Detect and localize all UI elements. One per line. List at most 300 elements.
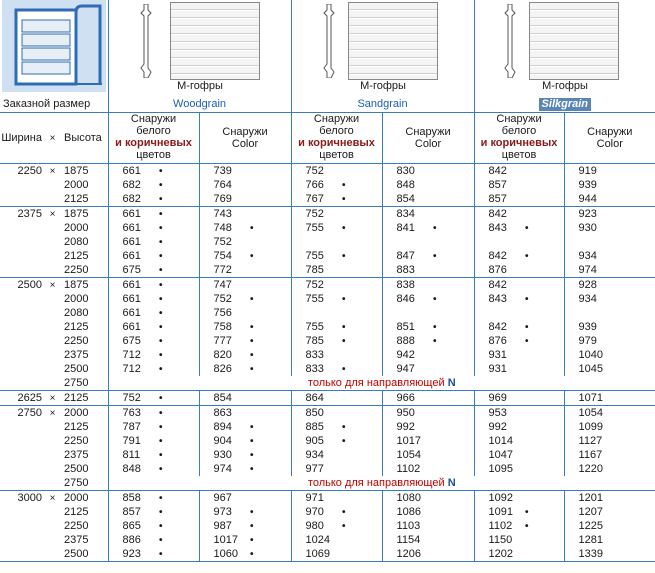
product-cell-woodgrain [108,0,291,98]
table-row [0,391,655,406]
price-cell [108,334,199,348]
price-cell [474,320,564,334]
mark-dot: • [250,349,254,361]
times-cell [44,362,61,376]
table-row [0,547,655,562]
price-cell [199,207,291,222]
price-value: 1080 [396,491,422,504]
price-value: 1225 [578,519,604,532]
price-cell [108,491,199,506]
hdr-line: Снаружи [405,126,451,138]
price-cell [474,448,564,462]
price-value: 755 [305,249,324,262]
price-cell [199,462,291,476]
price-value: 752 [213,292,232,305]
price-cell [291,263,382,278]
height-cell: 2250 [64,519,89,532]
price-cell [474,235,564,249]
price-value: 1054 [578,406,604,419]
height-cell: 2250 [64,434,89,447]
price-value: 876 [488,334,507,347]
price-cell [291,207,382,222]
price-cell [564,406,655,421]
table-row [0,221,655,235]
mark-dot: • [525,520,529,532]
price-value: 931 [488,362,507,375]
price-value: 967 [213,491,232,504]
price-value: 863 [213,406,232,419]
width-cell: 3000 [0,491,44,506]
price-value: 1040 [578,348,604,361]
height-cell: 2375 [64,533,89,546]
price-value: 1154 [396,533,421,546]
width-cell [0,235,44,249]
height-header: Высота [61,113,108,164]
times-cell [44,547,61,562]
width-cell [0,192,44,207]
price-value: 857 [122,505,141,518]
note-cell [108,476,655,491]
price-cell [474,406,564,421]
price-value: 919 [578,164,597,177]
price-value: 930 [213,448,232,461]
width-cell: 2500 [0,278,44,293]
hdr-line: Color [414,138,442,150]
price-cell [474,491,564,506]
price-cell [199,391,291,406]
price-value: 661 [122,235,141,248]
mark-dot: • [342,293,346,305]
header-white-brown [474,113,564,164]
hdr-line: Снаружи [222,126,268,138]
width-cell: 2375 [0,207,44,222]
price-value: 992 [396,420,415,433]
price-value: 894 [213,420,232,433]
price-cell [108,519,199,533]
mark-dot: • [159,222,163,234]
price-value: 905 [305,434,324,447]
price-value: 923 [578,207,597,220]
hdr-line: белого [501,125,537,137]
table-row [0,249,655,263]
price-value: 752 [305,207,324,220]
mark-dot: • [342,421,346,433]
price-cell [564,420,655,434]
price-cell [382,192,474,207]
price-cell [564,192,655,207]
price-cell [382,420,474,434]
width-cell [0,292,44,306]
price-cell [382,334,474,348]
mark-dot: • [250,520,254,532]
height-cell: 2125 [64,420,89,433]
times-cell: × [44,278,61,293]
times-cell: × [44,491,61,506]
price-value: 830 [396,164,415,177]
height-cell: 2000 [61,406,108,421]
price-value: 1167 [578,448,603,461]
mark-dot: • [342,222,346,234]
price-value: 904 [213,434,232,447]
price-value: 758 [213,320,232,333]
price-value: 842 [488,278,507,291]
times-cell [44,519,61,533]
price-cell [564,207,655,222]
price-cell [291,362,382,376]
price-value: 885 [305,420,324,433]
price-value: 846 [396,292,415,305]
price-cell [108,547,199,562]
price-cell [564,306,655,320]
times-cell [44,420,61,434]
price-value: 934 [578,249,597,262]
mark-dot: • [159,208,163,220]
note-cell [108,376,655,391]
price-value: 1047 [488,448,514,461]
price-cell [291,505,382,519]
price-cell [382,164,474,179]
price-value: 980 [305,519,324,532]
price-value: 833 [305,348,324,361]
price-cell [382,448,474,462]
price-cell [382,235,474,249]
price-cell [291,533,382,547]
price-cell [108,348,199,362]
height-cell: 2750 [64,476,89,489]
table-row [0,178,655,192]
price-value: 661 [122,306,141,319]
price-value: 1150 [488,533,513,546]
price-value: 1095 [488,462,514,475]
garage-door-icon [2,0,106,92]
table-row [0,164,655,179]
price-cell [108,164,199,179]
table-row [0,376,655,391]
price-cell [199,278,291,293]
header-color [564,113,655,164]
height-cell: 2000 [64,221,89,234]
price-value: 661 [122,249,141,262]
price-value: 1281 [578,533,604,546]
price-value: 974 [578,263,597,276]
times-cell [44,434,61,448]
price-value: 675 [122,263,141,276]
price-value: 842 [488,320,507,333]
price-value: 992 [488,420,507,433]
price-value: 931 [488,348,507,361]
price-cell [199,547,291,562]
table-row [0,420,655,434]
price-value: 854 [213,391,232,404]
price-cell [474,547,564,562]
mark-dot: • [159,165,163,177]
mark-dot: • [525,293,529,305]
height-cell: 2125 [64,192,89,205]
variant-silkgrain: Silkgrain [539,98,591,111]
price-value: 1202 [488,547,514,560]
price-value: 785 [305,263,324,276]
height-cell: 2125 [61,391,108,406]
price-cell [474,221,564,235]
price-value: 682 [122,192,141,205]
price-cell [291,406,382,421]
height-cell: 1875 [61,164,108,179]
height-cell: 2000 [64,178,89,191]
mark-dot: • [159,463,163,475]
hdr-line: и коричневых [480,137,558,149]
note-suffix: N [447,376,456,389]
table-row [0,207,655,222]
price-value: 842 [488,249,507,262]
price-cell [564,519,655,533]
price-value: 923 [122,547,141,560]
price-value: 850 [305,406,324,419]
mark-dot: • [342,506,346,518]
price-value: 777 [213,334,232,347]
price-value: 752 [305,164,324,177]
price-value: 1069 [305,547,331,560]
price-value: 1102 [396,462,421,475]
price-cell [382,178,474,192]
price-value: 876 [488,263,507,276]
price-value: 838 [396,278,415,291]
price-value: 851 [396,320,415,333]
price-cell [108,406,199,421]
width-cell [0,221,44,235]
price-cell [108,505,199,519]
table-row [0,519,655,533]
price-value: 1207 [578,505,604,518]
price-cell [474,348,564,362]
price-cell [291,221,382,235]
price-cell [474,306,564,320]
table-row [0,278,655,293]
price-cell [474,292,564,306]
price-value: 675 [122,334,141,347]
price-cell [108,221,199,235]
times-cell [44,376,61,391]
hdr-line: цветов [319,149,354,161]
price-cell [199,519,291,533]
price-cell [291,192,382,207]
price-value: 858 [122,491,141,504]
price-value: 1045 [578,362,604,375]
height-cell: 2125 [64,320,89,333]
width-cell: 2625 [0,391,44,406]
mark-dot: • [159,307,163,319]
times-cell [44,505,61,519]
price-value: 1103 [396,519,421,532]
times-cell [44,192,61,207]
times-cell [44,476,61,491]
header-white-brown [291,113,382,164]
price-cell [564,391,655,406]
price-cell [564,448,655,462]
price-value: 888 [396,334,415,347]
times-cell [44,178,61,192]
width-cell [0,320,44,334]
price-value: 747 [213,278,232,291]
mark-dot: • [433,335,437,347]
mark-dot: • [525,222,529,234]
mark-dot: • [159,435,163,447]
price-value: 942 [396,348,415,361]
price-cell [382,249,474,263]
table-row [0,462,655,476]
price-value: 974 [213,462,232,475]
price-cell [199,505,291,519]
product-name: M-гофры [177,80,223,92]
note-text: только для направляющей [307,376,445,389]
price-cell [199,320,291,334]
price-value: 820 [213,348,232,361]
price-value: 865 [122,519,141,532]
times-cell [44,348,61,362]
times-cell [44,533,61,547]
price-value: 661 [122,207,141,220]
price-value: 772 [213,263,232,276]
width-cell [0,533,44,547]
price-cell [291,547,382,562]
price-value: 1024 [305,533,331,546]
hdr-line: и коричневых [115,137,192,149]
mark-dot: • [342,193,346,205]
times-cell: × [44,164,61,179]
price-cell [382,320,474,334]
mark-dot: • [433,321,437,333]
width-cell [0,547,44,562]
height-cell: 2000 [64,292,89,305]
mark-dot: • [433,293,437,305]
mark-dot: • [159,264,163,276]
price-cell [108,362,199,376]
width-cell: 2250 [0,164,44,179]
mark-dot: • [250,363,254,375]
price-cell [382,348,474,362]
price-value: 755 [305,292,324,305]
price-cell [199,178,291,192]
hdr-line: цветов [136,149,171,161]
price-cell [474,164,564,179]
width-header: Ширина [0,113,44,164]
mark-dot: • [433,250,437,262]
price-cell [382,519,474,533]
price-cell [291,320,382,334]
price-cell [564,249,655,263]
price-value: 970 [305,505,324,518]
price-cell [564,221,655,235]
table-row [0,406,655,421]
mark-dot: • [159,407,163,419]
price-cell [382,462,474,476]
price-cell [108,462,199,476]
price-cell [382,533,474,547]
price-value: 834 [396,207,415,220]
price-value: 756 [213,306,232,319]
price-value: 787 [122,420,141,433]
hdr-line: белого [319,125,354,137]
price-cell [291,491,382,506]
hdr-line: цветов [501,149,537,161]
mark-dot: • [159,193,163,205]
price-value: 764 [213,178,232,191]
price-cell [199,448,291,462]
price-cell [474,263,564,278]
table-row [0,334,655,348]
price-cell [291,178,382,192]
price-value: 712 [122,348,141,361]
price-cell [564,533,655,547]
mark-dot: • [159,335,163,347]
price-value: 979 [578,334,597,347]
price-value: 682 [122,178,141,191]
price-value: 928 [578,278,597,291]
height-cell: 2250 [64,263,89,276]
table-row [0,491,655,506]
price-value: 1086 [396,505,422,518]
price-cell [474,505,564,519]
height-cell: 1875 [61,207,108,222]
price-cell [291,306,382,320]
price-cell [291,348,382,362]
mark-dot: • [342,335,346,347]
price-value: 1206 [396,547,422,560]
price-cell [108,207,199,222]
price-value: 661 [122,164,141,177]
times-cell [44,249,61,263]
price-cell [291,278,382,293]
price-cell [199,420,291,434]
times-cell [44,320,61,334]
mark-dot: • [525,335,529,347]
profile-icon [322,4,336,78]
price-cell [474,420,564,434]
price-value: 854 [396,192,415,205]
mark-dot: • [250,435,254,447]
price-cell [199,306,291,320]
price-cell [199,249,291,263]
price-value: 847 [396,249,415,262]
product-name: M-гофры [360,80,406,92]
price-cell [199,192,291,207]
table-row [0,434,655,448]
price-cell [108,249,199,263]
mark-dot: • [159,363,163,375]
price-value: 987 [213,519,232,532]
mark-dot: • [433,222,437,234]
price-cell [382,362,474,376]
price-cell [382,292,474,306]
mark-dot: • [342,321,346,333]
mark-dot: • [342,250,346,262]
price-value: 934 [578,292,597,305]
hdr-line: и коричневых [298,137,375,149]
hdr-line: белого [136,125,171,137]
price-cell [108,306,199,320]
times-cell [44,235,61,249]
height-cell: 1875 [61,278,108,293]
height-cell: 2375 [64,348,89,361]
price-value: 661 [122,320,141,333]
price-value: 1054 [396,448,422,461]
hdr-line: Снаружи [130,113,177,125]
note-text: только для направляющей [307,476,445,489]
price-value: 785 [305,334,324,347]
panel-image-silkgrain [529,2,619,80]
hdr-line: Снаружи [496,113,542,125]
profile-icon [503,4,517,78]
height-cell: 2375 [64,448,89,461]
